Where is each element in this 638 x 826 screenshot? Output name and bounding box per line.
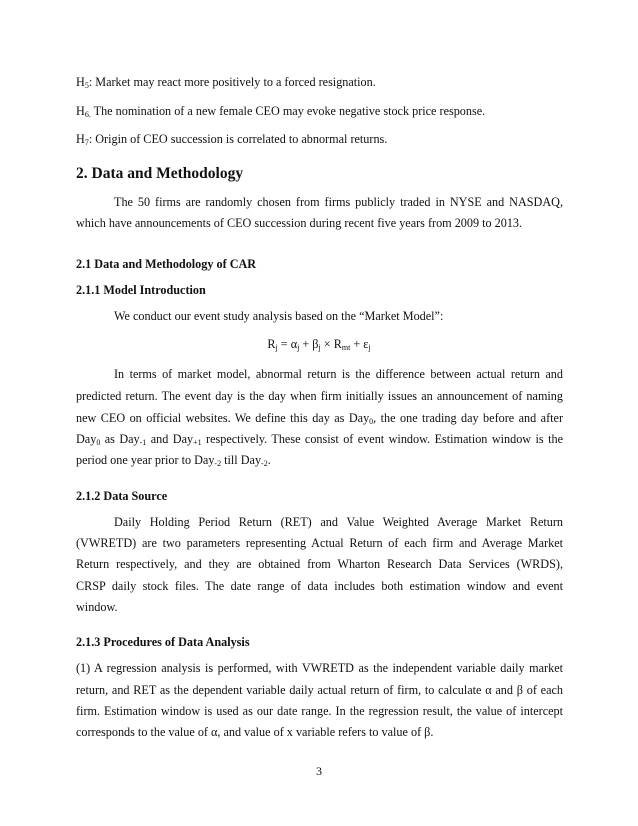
page-number: 3: [316, 764, 322, 778]
section-2-intro-line-2: which have announcements of CEO succession during recent five years from 2009 to 2013.: [76, 216, 523, 230]
data-source-line-1: Daily Holding Period Return (RET) and Value Weighted Average Market Return: [114, 515, 563, 529]
market-model-paragraph-line-5: period one year prior to Day$_{-2}$ till Day$_{-2}$.: [76, 453, 271, 468]
section-2-1-heading: 2.1 Data and Methodology of CAR: [76, 257, 257, 271]
section-2-intro-line-1: The 50 firms are randomly chosen from firms publicly traded in NYSE and NASDAQ,: [114, 195, 563, 209]
market-model-paragraph-line-2: predicted return. The event day is the day when firm initially issues an announcement of naming: [76, 389, 563, 403]
procedures-line-3: firm. Estimation window is used as our date range. In the regression result, the value of intercept: [76, 704, 563, 718]
data-source-line-4: CRSP daily stock files. The date range of data includes both estimation window and event: [76, 579, 563, 593]
procedures-line-4: corresponds to the value of α, and value of x variable refers to value of β.: [76, 725, 434, 739]
market-model-paragraph-line-1: In terms of market model, abnormal return is the difference between actual return and: [114, 367, 563, 381]
hypothesis-h6: $H_{6.}$ The nomination of a new female CEO may evoke negative stock price response.: [76, 104, 486, 119]
market-model-equation: $R_j = \alpha_j + \beta_j \times R_{mt} + \varepsilon_j$: [267, 337, 371, 352]
data-source-line-5: window.: [76, 600, 118, 614]
section-2-1-2-heading: 2.1.2 Data Source: [76, 489, 168, 503]
market-model-intro: We conduct our event study analysis based on the “Market Model”:: [114, 309, 444, 323]
data-source-line-2: (VWRETD) are two parameters representing Actual Return of each firm and Average Market: [76, 536, 563, 550]
section-2-1-3-heading: 2.1.3 Procedures of Data Analysis: [76, 635, 250, 649]
market-model-paragraph-line-4: Day$_0$ as Day$_{-1}$ and Day$_{+1}$ respectively. These consist of event window. Estimation window is the: [76, 432, 563, 447]
data-source-line-3: Return respectively, and they are obtained from Wharton Research Data Services (WRDS),: [76, 557, 563, 571]
hypothesis-h5: $H_5$: Market may react more positively to a forced resignation.: [76, 75, 376, 90]
procedures-line-1: (1) A regression analysis is performed, with VWRETD as the independent variable daily market: [76, 661, 563, 675]
market-model-paragraph-line-3: new CEO on official websites. We define this day as Day$_0$, the one trading day before and after: [76, 411, 563, 426]
procedures-line-2: return, and RET as the dependent variable daily actual return of firm, to calculate α and β of each: [76, 683, 563, 697]
section-2-heading: 2. Data and Methodology: [76, 165, 244, 182]
section-2-1-1-heading: 2.1.1 Model Introduction: [76, 283, 206, 297]
hypothesis-h7: $H_7$: Origin of CEO succession is correlated to abnormal returns.: [76, 132, 388, 147]
